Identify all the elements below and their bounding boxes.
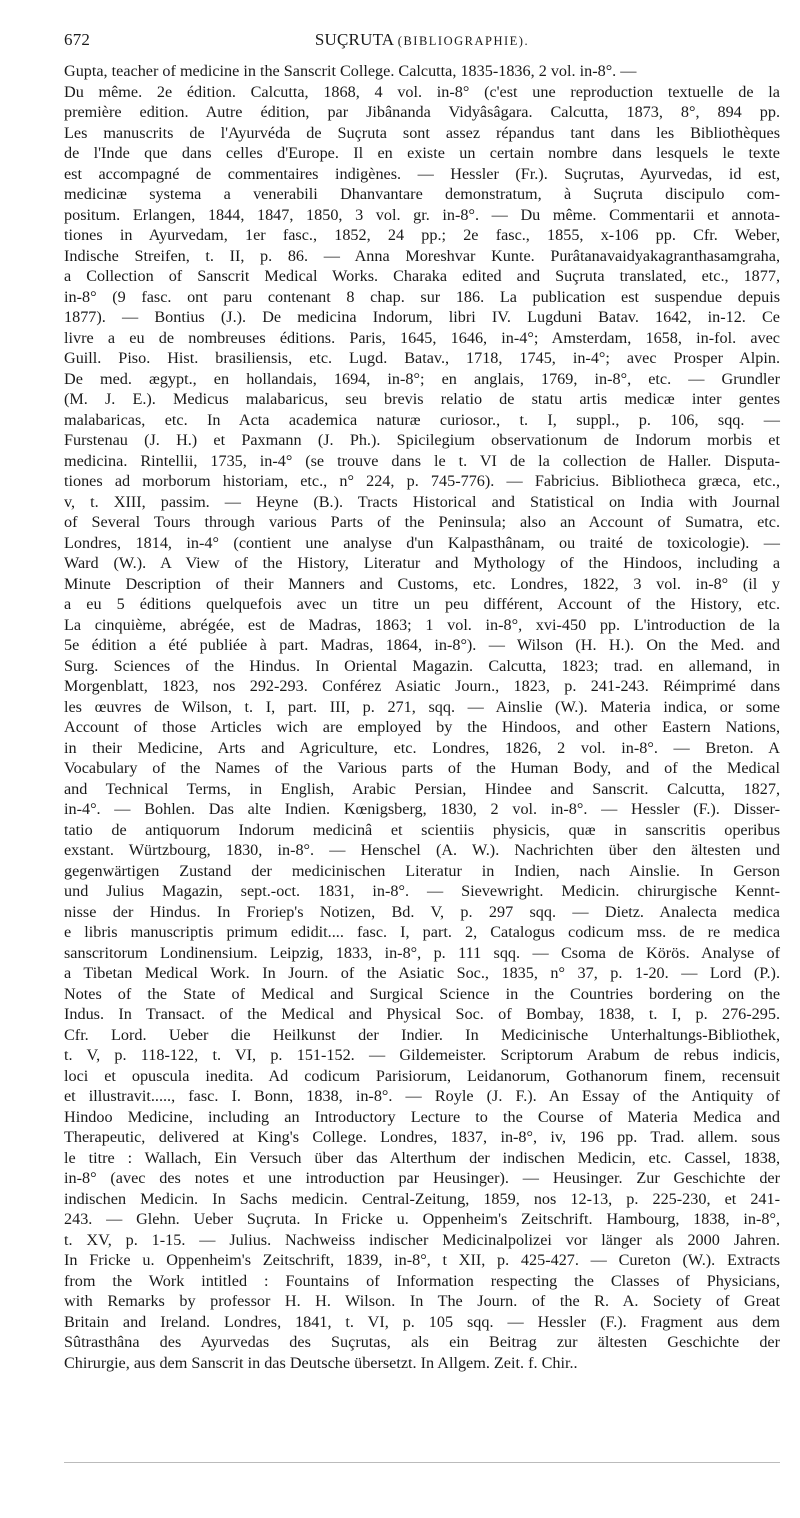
- page-header: [64, 30, 780, 56]
- text-line: In Fricke u. Oppenheim's Zeitschrift, 1839, in-8°, t XII, p. 425-427. — Cureton (W.). Extracts: [64, 1251, 780, 1269]
- text-line: tatio de antiquorum Indorum medicinâ et scientiis physicis, quæ in sanscritis operibus: [64, 820, 780, 839]
- text-line: première edition. Autre édition, par Jibânanda Vidyâsâgara. Calcutta, 1873, 8°, 894 pp.: [64, 103, 780, 121]
- text-line: tiones in Ayurvedam, 1er fasc., 1852, 24 pp.; 2e fasc., 1855, x-106 pp. Cfr. Weber,: [64, 226, 780, 244]
- text-line: in-8° (avec des notes et une introduction par Heusinger). — Heusinger. Zur Geschichte der: [64, 1169, 780, 1187]
- text-line: livre a eu de nombreuses éditions. Paris, 1645, 1646, in-4°; Amsterdam, 1658, in-fol. avec: [64, 328, 780, 347]
- text-line: les œuvres de Wilson, t. I, part. III, p. 271, sqq. — Ainslie (W.). Materia indica, or some: [64, 697, 780, 716]
- text-line: Hindoo Medicine, including an Introductory Lecture to the Course of Materia Medica and: [64, 1107, 780, 1126]
- text-line: Chirurgie, aus dem Sanscrit in das Deutsche übersetzt. In Allgem. Zeit. f. Chir..: [64, 1353, 578, 1372]
- text-line: est accompagné de commentaires indigènes. — Hessler (Fr.). Suçrutas, Ayurvedas, id est,: [64, 164, 780, 183]
- text-line: Londres, 1814, in-4° (contient une analyse d'un Kalpasthânam, ou traité de toxicologie). —: [64, 533, 780, 552]
- text-line: Gupta, teacher of medicine in the Sanscrit College. Calcutta, 1835-1836, 2 vol. in-8°. —: [64, 62, 637, 80]
- page-number: 672: [64, 30, 91, 49]
- text-line: a Tibetan Medical Work. In Journ. of the Asiatic Soc., 1835, n° 37, p. 1-20. — Lord (P.).: [64, 964, 780, 982]
- text-line: in-4°. — Bohlen. Das alte Indien. Kœnigsberg, 1830, 2 vol. in-8°. — Hessler (F.). Disser-: [64, 800, 780, 818]
- text-line: in their Medicine, Arts and Agriculture, etc. Londres, 1826, 2 vol. in-8°. — Breton. A: [64, 738, 780, 757]
- running-title-main: SUÇRUTA: [314, 30, 394, 49]
- text-line: 5e édition a été publiée à part. Madras, 1864, in-8°). — Wilson (H. H.). On the Med. and: [64, 636, 780, 654]
- text-line: t. XV, p. 1-15. — Julius. Nachweiss indischer Medicinalpolizei vor länger als 2000 Jahren.: [64, 1230, 780, 1249]
- text-line: Furstenau (J. H.) et Paxmann (J. Ph.). Spicilegium observationum de Indorum morbis et: [64, 431, 780, 449]
- text-line: Indus. In Transact. of the Medical and Physical Soc. of Bombay, 1838, t. I, p. 276-295.: [64, 1005, 780, 1023]
- text-line: und Julius Magazin, sept.-oct. 1831, in-8°. — Sievewright. Medicin. chirurgische Kennt-: [64, 882, 780, 900]
- text-line: of Several Tours through various Parts of the Peninsula; also an Account of Sumatra, etc.: [64, 513, 780, 531]
- text-line: le titre : Wallach, Ein Versuch über das Alterthum der indischen Medicin, etc. Cassel, 1838,: [64, 1148, 780, 1167]
- text-line: from the Work intitled : Fountains of Information respecting the Classes of Physicians,: [64, 1271, 780, 1290]
- text-line: malabaricas, etc. In Acta academica naturæ curiosor., t. I, suppl., p. 106, sqq. —: [64, 410, 780, 429]
- text-line: 243. — Glehn. Ueber Suçruta. In Fricke u. Oppenheim's Zeitschrift. Hambourg, 1838, in-8°,: [64, 1210, 780, 1228]
- text-line: Surg. Sciences of the Hindus. In Oriental Magazin. Calcutta, 1823; trad. en allemand, in: [64, 656, 780, 675]
- text-line: medicina. Rintellii, 1735, in-4° (se trouve dans le t. VI de la collection de Haller. Disputa-: [64, 451, 780, 470]
- text-line: indischen Medicin. In Sachs medicin. Central-Zeitung, 1859, nos 12-13, p. 225-230, et 241-: [64, 1189, 780, 1208]
- text-line: Account of those Articles wich are employed by the Hindoos, and other Eastern Nations,: [64, 718, 780, 736]
- text-line: Sûtrasthâna des Ayurvedas des Suçrutas, als ein Beitrag zur ältesten Geschichte der: [64, 1333, 780, 1351]
- text-line: Cfr. Lord. Ueber die Heilkunst der Indier. In Medicinische Unterhaltungs-Bibliothek,: [64, 1025, 780, 1044]
- text-line: Minute Description of their Manners and Customs, etc. Londres, 1822, 3 vol. in-8° (il y: [64, 574, 780, 593]
- text-line: Therapeutic, delivered at King's College. Londres, 1837, in-8°, iv, 196 pp. Trad. allem. sous: [64, 1128, 780, 1146]
- text-line: (M. J. E.). Medicus malabaricus, seu brevis relatio de statu artis medicæ inter gentes: [64, 390, 780, 408]
- text-line: and Technical Terms, in English, Arabic Persian, Hindee and Sanscrit. Calcutta, 1827,: [64, 779, 780, 798]
- running-title: [64, 30, 780, 50]
- text-line: gegenwärtigen Zustand der medicinischen Literatur in Indien, nach Ainslie. In Gerson: [64, 861, 780, 880]
- text-line: e libris manuscriptis primum edidit.... fasc. I, part. 2, Catalogus codicum mss. de re medica: [64, 923, 780, 941]
- text-line: de l'Inde que dans celles d'Europe. Il en existe un certain nombre dans lesquels le texte: [64, 144, 780, 162]
- text-line: Ward (W.). A View of the History, Literatur and Mythology of the Hindoos, including a: [64, 554, 780, 572]
- running-title-subtitle: (BIBLIOGRAPHIE).: [397, 34, 530, 48]
- text-line: Notes of the State of Medical and Surgical Science in the Countries bordering on the: [64, 984, 780, 1003]
- text-line: in-8° (9 fasc. ont paru contenant 8 chap. sur 186. La publication est suspendue depuis: [64, 287, 780, 306]
- text-line: v, t. XIII, passim. — Heyne (B.). Tracts Historical and Statistical on India with Journal: [64, 492, 780, 511]
- text-line: Indische Streifen, t. II, p. 86. — Anna Moreshvar Kunte. Purâtanavaidyakagranthasamgraha,: [64, 246, 780, 265]
- text-line: tiones ad morborum historiam, etc., n° 224, p. 745-776). — Fabricius. Bibliotheca græca, etc.,: [64, 472, 780, 490]
- text-line: t. V, p. 118-122, t. VI, p. 151-152. — Gildemeister. Scriptorum Arabum de rebus indicis,: [64, 1046, 780, 1064]
- text-line: with Remarks by professor H. H. Wilson. In The Journ. of the R. A. Society of Great: [64, 1292, 780, 1310]
- text-line: Britain and Ireland. Londres, 1841, t. VI, p. 105 sqq. — Hessler (F.). Fragment aus dem: [64, 1312, 780, 1331]
- text-line: La cinquième, abrégée, est de Madras, 1863; 1 vol. in-8°, xvi-450 pp. L'introduction de la: [64, 615, 780, 634]
- text-line: medicinæ systema a venerabili Dhanvantare demonstratum, à Suçruta discipulo com-: [64, 185, 780, 203]
- text-line: 1877). — Bontius (J.). De medicina Indorum, libri IV. Lugduni Batav. 1642, in-12. Ce: [64, 308, 780, 326]
- text-line: a Collection of Sanscrit Medical Works. Charaka edited and Suçruta translated, etc., 1877,: [64, 267, 780, 285]
- text-line: nisse der Hindus. In Froriep's Notizen, Bd. V, p. 297 sqq. — Dietz. Analecta medica: [64, 902, 780, 921]
- text-line: Guill. Piso. Hist. brasiliensis, etc. Lugd. Batav., 1718, 1745, in-4°; avec Prosper Alpin.: [64, 349, 780, 367]
- text-line: Du même. 2e édition. Calcutta, 1868, 4 vol. in-8° (c'est une reproduction textuelle de la: [64, 82, 780, 101]
- text-line: De med. ægypt., en hollandais, 1694, in-8°; en anglais, 1769, in-8°, etc. — Grundler: [64, 369, 780, 388]
- text-line: loci et opuscula inedita. Ad codicum Parisiorum, Leidanorum, Gothanorum finem, recensuit: [64, 1066, 780, 1085]
- text-line: positum. Erlangen, 1844, 1847, 1850, 3 vol. gr. in-8°. — Du même. Commentarii et annota-: [64, 205, 780, 224]
- text-line: Les manuscrits de l'Ayurvéda de Suçruta sont assez répandus tant dans les Bibliothèques: [64, 123, 780, 142]
- text-line: sanscritorum Londinensium. Leipzig, 1833, in-8°, p. 111 sqq. — Csoma de Körös. Analyse of: [64, 943, 780, 962]
- text-line: Morgenblatt, 1823, nos 292-293. Conférez Asiatic Journ., 1823, p. 241-243. Réimprimé dans: [64, 677, 780, 695]
- text-line: et illustravit....., fasc. I. Bonn, 1838, in-8°. — Royle (J. F.). An Essay of the Antiquity of: [64, 1087, 780, 1105]
- text-line: a eu 5 éditions quelquefois avec un titre un peu différent, Account of the History, etc.: [64, 595, 780, 613]
- text-line: exstant. Würtzbourg, 1830, in-8°. — Henschel (A. W.). Nachrichten über den ältesten und: [64, 841, 780, 859]
- bottom-rule: [64, 1462, 780, 1463]
- body-text: [64, 61, 780, 1373]
- text-line: Vocabulary of the Names of the Various parts of the Human Body, and of the Medical: [64, 759, 780, 777]
